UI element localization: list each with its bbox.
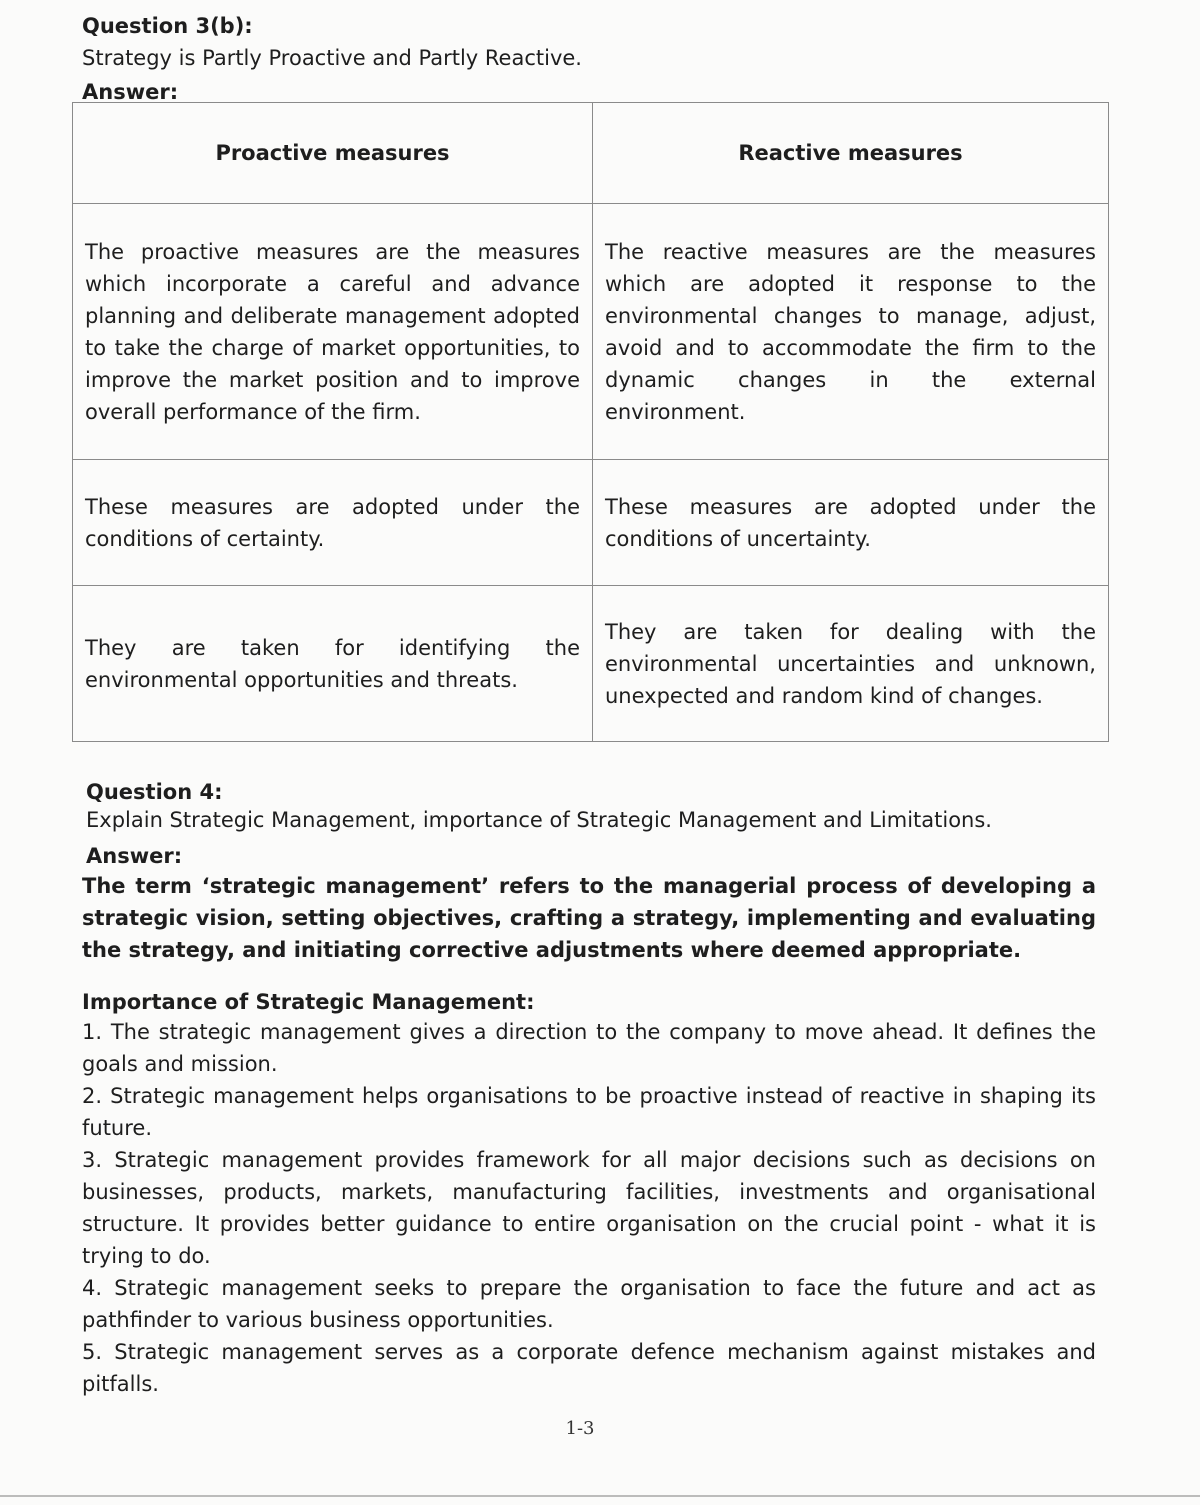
proactive-reactive-table <box>72 102 1109 742</box>
table-cell: The reactive measures are the measures which are adopted it response to the environmental changes to manage, adjust, avoid and to accommodate the firm to the dynamic changes in the external environment. <box>593 204 1109 460</box>
table-header-row <box>73 103 1109 204</box>
table-cell: They are taken for identifying the environmental opportunities and threats. <box>73 586 593 742</box>
page-number: 1-3 <box>565 1418 595 1439</box>
question-3b-heading: Question 3(b): <box>82 14 253 38</box>
question-4-answer-label: Answer: <box>86 844 183 868</box>
table-cell: These measures are adopted under the conditions of certainty. <box>73 460 593 586</box>
list-item: 2. Strategic management helps organisations to be proactive instead of reactive in shaping its future. <box>82 1084 1096 1140</box>
table-cell: The proactive measures are the measures which incorporate a careful and advance planning and deliberate management adopted to take the charge of market opportunities, to improve the market position and to improve overall performance of the firm. <box>73 204 593 460</box>
scan-edge-divider <box>0 1495 1200 1497</box>
importance-heading: Importance of Strategic Management: <box>82 990 535 1014</box>
question-4-prompt: Explain Strategic Management, importance of Strategic Management and Limitations. <box>86 808 992 832</box>
question-3b-prompt: Strategy is Partly Proactive and Partly Reactive. <box>82 46 582 70</box>
table-row <box>73 204 1109 460</box>
table-cell: They are taken for dealing with the environmental uncertainties and unknown, unexpected and random kind of changes. <box>593 586 1109 742</box>
strategic-management-definition: The term ‘strategic management’ refers to the managerial process of developing a strategic vision, setting objectives, crafting a strategy, implementing and evaluating the strategy, and initiating corrective adjustments where deemed appropriate. <box>82 874 1096 962</box>
list-item: 1. The strategic management gives a direction to the company to move ahead. It defines the goals and mission. <box>82 1020 1096 1076</box>
question-4-heading: Question 4: <box>86 780 223 804</box>
list-item: 4. Strategic management seeks to prepare the organisation to face the future and act as pathfinder to various business opportunities. <box>82 1276 1096 1332</box>
list-item: 5. Strategic management serves as a corporate defence mechanism against mistakes and pitfalls. <box>82 1340 1096 1396</box>
table-row <box>73 586 1109 742</box>
list-item: 3. Strategic management provides framework for all major decisions such as decisions on businesses, products, markets, manufacturing facilities, investments and organisational structure. It provides better guidance to entire organisation on the crucial point - what it is trying to do. <box>82 1148 1096 1268</box>
table-cell: These measures are adopted under the conditions of uncertainty. <box>593 460 1109 586</box>
table-header-reactive: Reactive measures <box>593 103 1109 204</box>
table-row <box>73 460 1109 586</box>
question-3b-answer-label: Answer: <box>82 80 179 104</box>
table-header-proactive: Proactive measures <box>73 103 593 204</box>
importance-list <box>82 1016 1096 1400</box>
